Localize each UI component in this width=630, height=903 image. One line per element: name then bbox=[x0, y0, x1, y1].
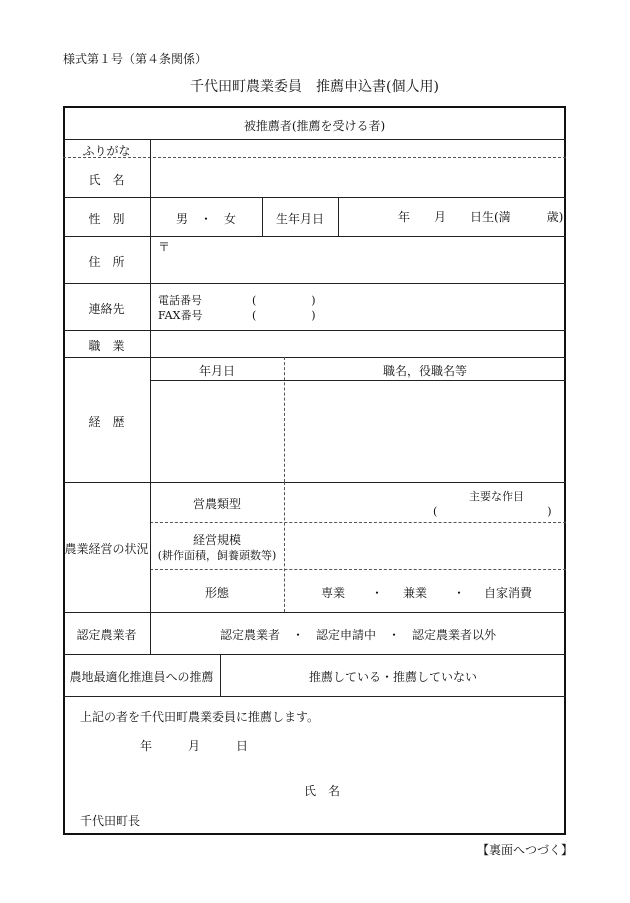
header-recommendee: 被推薦者(推薦を受ける者) bbox=[243, 119, 386, 133]
statement: 上記の者を千代田町農業委員に推薦します。 bbox=[80, 710, 320, 724]
label-occupation: 職 業 bbox=[88, 339, 125, 353]
name-field[interactable] bbox=[151, 158, 565, 196]
sex-options[interactable]: 男 ・ 女 bbox=[175, 212, 236, 226]
postal-mark: 〒 bbox=[158, 240, 171, 254]
occupation-field[interactable] bbox=[151, 331, 565, 356]
signer-name-label: 氏 名 bbox=[304, 784, 341, 798]
farming-form-label: 形態 bbox=[204, 586, 229, 600]
main-crops-label: 主要な作目 bbox=[469, 490, 524, 503]
form-sep-1: ・ bbox=[371, 586, 384, 600]
farming-scale-field[interactable] bbox=[285, 523, 565, 568]
career-date-field[interactable] bbox=[151, 381, 283, 481]
form-sep-2: ・ bbox=[453, 586, 466, 600]
label-certified-farmer: 認定農業者 bbox=[76, 628, 137, 642]
address-field[interactable] bbox=[170, 237, 565, 282]
fax-label: FAX番号 bbox=[158, 309, 203, 322]
label-farming-status: 農業経営の状況 bbox=[64, 542, 149, 556]
label-contact: 連絡先 bbox=[88, 302, 125, 316]
label-furigana: ふりがな bbox=[82, 144, 131, 158]
fax-value[interactable]: ( ) bbox=[252, 309, 316, 322]
main-crops-value[interactable]: ( ) bbox=[433, 505, 552, 518]
label-address: 住 所 bbox=[88, 255, 125, 269]
certified-options[interactable]: 認定農業者 ・ 認定申請中 ・ 認定農業者以外 bbox=[219, 628, 496, 642]
signature-date[interactable]: 年 月 日 bbox=[140, 739, 249, 753]
form-full-time[interactable]: 専業 bbox=[321, 586, 346, 600]
farming-scale-sub: (耕作面積，飼養頭数等) bbox=[157, 549, 277, 562]
career-position-header: 職名，役職名等 bbox=[382, 364, 467, 378]
form-number: 様式第１号（第４条関係） bbox=[63, 52, 208, 66]
label-sex: 性 別 bbox=[88, 212, 125, 226]
signer-name-field[interactable] bbox=[350, 776, 550, 798]
label-recommend-promoter: 農地最適化推進員への推薦 bbox=[69, 670, 214, 684]
birth-date-value[interactable]: 年 月 日生(満 歳) bbox=[398, 210, 564, 224]
career-position-field[interactable] bbox=[285, 381, 565, 481]
phone-value[interactable]: ( ) bbox=[252, 294, 316, 307]
phone-label: 電話番号 bbox=[158, 294, 202, 307]
continue-note: 【裏面へつづく】 bbox=[477, 843, 574, 857]
farming-scale-label: 経営規模 bbox=[192, 533, 241, 547]
furigana-field[interactable] bbox=[151, 140, 565, 156]
form-self-consumption[interactable]: 自家消費 bbox=[484, 586, 533, 600]
mayor-addressee: 千代田町長 bbox=[80, 814, 141, 828]
label-career: 経 歴 bbox=[88, 415, 125, 429]
career-date-header: 年月日 bbox=[198, 364, 235, 378]
recommend-options[interactable]: 推薦している・推薦していない bbox=[308, 670, 477, 684]
label-name: 氏 名 bbox=[88, 173, 125, 187]
farming-type-label: 営農類型 bbox=[192, 497, 241, 511]
birth-date-label: 生年月日 bbox=[275, 212, 324, 226]
page-title: 千代田町農業委員 推薦申込書(個人用) bbox=[190, 79, 439, 95]
form-part-time[interactable]: 兼業 bbox=[403, 586, 428, 600]
